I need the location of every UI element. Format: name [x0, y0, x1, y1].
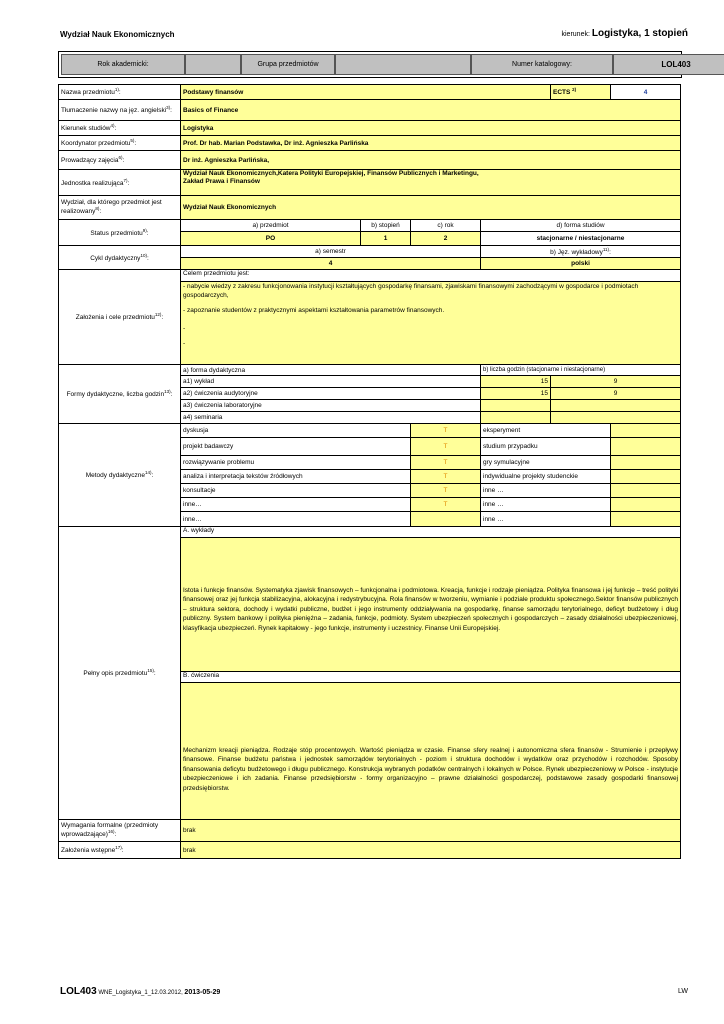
- exercises-title: B. ćwiczenia: [181, 671, 680, 683]
- form-row-nst: 9: [551, 388, 681, 400]
- method-right: eksperyment: [481, 424, 611, 438]
- translation-label: Tłumaczenie nazwy na jęz. angielski$^{3)}$:: [59, 100, 181, 121]
- form-row-name: a1) wykład: [181, 376, 481, 388]
- unit-line-2: Zakład Prawa i Finansów: [183, 178, 260, 185]
- formal-req-label: Wymagania formalne (przedmioty wprowadzające)$^{16)}$:: [59, 820, 181, 842]
- description-cell: [181, 527, 681, 820]
- ects-value: 4: [611, 85, 681, 100]
- status-v-d: stacjonarne / niestacjonarne: [481, 232, 681, 246]
- direction-prefix: kierunek:: [561, 31, 590, 38]
- method-right-flag: [611, 424, 681, 438]
- formal-req-value: brak: [181, 820, 681, 842]
- cycle-h-a: a) semestr: [181, 246, 481, 258]
- status-v-a: PO: [181, 232, 361, 246]
- faculty-header: Wydział Nauk Ekonomicznych: [60, 30, 175, 39]
- forms-h-a: a) forma dydaktyczna: [181, 365, 481, 376]
- method-left-flag: T: [411, 484, 481, 498]
- method-left: rozwiązywanie problemu: [181, 456, 411, 470]
- group-value: [335, 54, 471, 75]
- status-h-b: b) stopień: [361, 220, 411, 232]
- direction-value: Logistyka, 1 stopień: [591, 28, 688, 39]
- method-right: inne …: [481, 484, 611, 498]
- method-left: inne…: [181, 512, 411, 527]
- method-right: studium przypadku: [481, 438, 611, 456]
- coordinator-value: Prof. Dr hab. Marian Podstawka, Dr inż. Agnieszka Parlińska: [181, 136, 681, 151]
- form-row-name: a3) ćwiczenia laboratoryjne: [181, 400, 481, 412]
- unit-line-1: Wydział Nauk Ekonomicznych,Katera Polityki Europejskiej, Finansów Publicznych i Marketingu,: [183, 170, 479, 177]
- form-row-name: a4) seminaria: [181, 412, 481, 424]
- forms-label: Formy dydaktyczne, liczba godzin$^{13)}$:: [59, 365, 181, 424]
- status-h-a: a) przedmiot: [181, 220, 361, 232]
- footer-date: 2013-05-29: [184, 989, 221, 996]
- form-row-name: a2) ćwiczenia audytoryjne: [181, 388, 481, 400]
- course-card-table: [58, 84, 681, 859]
- catalog-label: Numer katalogowy:: [471, 54, 613, 75]
- method-right-flag: [611, 498, 681, 512]
- unit-value: [181, 170, 681, 196]
- method-right-flag: [611, 456, 681, 470]
- catalog-number: LOL403: [613, 54, 724, 75]
- direction-header: [562, 28, 689, 39]
- coordinator-label: Koordynator przedmiotu$^{5)}$:: [59, 136, 181, 151]
- description-label: Pełny opis przedmiotu$^{15)}$:: [59, 527, 181, 820]
- form-row-nst: [551, 400, 681, 412]
- footer-left: [60, 986, 220, 997]
- method-right-flag: [611, 512, 681, 527]
- cycle-label: Cykl dydaktyczny$^{10)}$:: [59, 246, 181, 270]
- initial-req-value: brak: [181, 842, 681, 859]
- goals-intro: Celem przedmiotu jest:: [181, 270, 680, 282]
- faculty-for-label: Wydział, dla którego przedmiot jest realizowany$^{8)}$:: [59, 196, 181, 220]
- method-right-flag: [611, 438, 681, 456]
- form-row-st: 15: [481, 376, 551, 388]
- form-row-st: 15: [481, 388, 551, 400]
- group-label: Grupa przedmiotów: [241, 54, 335, 75]
- status-v-c: 2: [411, 232, 481, 246]
- method-left-flag: T: [411, 438, 481, 456]
- field-label: Kierunek studiów$^{4)}$:: [59, 121, 181, 136]
- status-v-b: 1: [361, 232, 411, 246]
- field-value: Logistyka: [181, 121, 681, 136]
- goal-item-1: - nabycie wiedzy z zakresu funkcjonowania instytucji kształtujących gospodarkę finansami, zjawiskami finansowymi zachodzącymi w gospodarce i podmiotach gospodarczych,: [183, 283, 639, 299]
- lectures-block: [181, 538, 680, 671]
- cycle-v-b: polski: [481, 258, 681, 270]
- academic-year-label: Rok akademicki:: [61, 54, 185, 75]
- method-right: inne …: [481, 512, 611, 527]
- method-left: dyskusja: [181, 424, 411, 438]
- method-right: inne …: [481, 498, 611, 512]
- lectures-title: A. wykłady: [181, 527, 680, 538]
- method-left-flag: T: [411, 424, 481, 438]
- method-left-flag: T: [411, 456, 481, 470]
- goals-list: [181, 282, 680, 364]
- method-right: indywidualne projekty studenckie: [481, 470, 611, 484]
- exercises-text: Mechanizm kreacji pieniądza. Rodzaje stóp procentowych. Wartość pieniądza w czasie. Finanse sfery realnej i autonomiczna sfera finansów - Strumienie i przepływy finansowe. Finanse budżetu państwa i jednostek samorządów terytorialnych - poziom i struktura dochodów i wydatków oraz przychodów i rozchodów. Sposoby finansowania deficytu budżetowego i długu publicznego. Konstrukcja wybranych podatków centralnych i lokalnych w Polsce. Rynek ubezpieczeniowy w Polsce - instytucje ubezpieczeniowe i ich zadania. Finanse przedsiębiorstw - formy organizacyjno – prawne działalności gospodarczej, podstawowe zasady gospodarki finansowej przedsiębiorstw.: [183, 746, 679, 792]
- method-left: konsultacje: [181, 484, 411, 498]
- method-right-flag: [611, 484, 681, 498]
- goal-item-2: - zapoznanie studentów z praktycznymi aspektami kształtowania parametrów finansowych.: [183, 307, 445, 314]
- lecturer-label: Prowadzący zajęcia$^{6)}$:: [59, 151, 181, 170]
- method-left-flag: T: [411, 470, 481, 484]
- method-right-flag: [611, 470, 681, 484]
- translation-value: Basics of Finance: [181, 100, 681, 121]
- method-left-flag: [411, 512, 481, 527]
- footer-initials: LW: [678, 988, 688, 995]
- footer-doc: WNE_Logistyka_1_12.03.2012,: [98, 990, 183, 996]
- status-h-c: c) rok: [411, 220, 481, 232]
- form-row-st: [481, 400, 551, 412]
- methods-label: Metody dydaktyczne$^{14)}$:: [59, 424, 181, 527]
- goal-item-4: -: [183, 340, 186, 347]
- method-left: analiza i interpretacja tekstów źródłowych: [181, 470, 411, 484]
- top-bar: [58, 51, 691, 78]
- ects-label: ECTS $^{2)}$: [551, 85, 611, 100]
- initial-req-label: Założenia wstępne$^{17)}$:: [59, 842, 181, 859]
- cycle-h-b: b) Jęz. wykładowy$^{11)}$:: [481, 246, 681, 258]
- footer-code: LOL403: [60, 986, 97, 997]
- form-row-st: [481, 412, 551, 424]
- cycle-v-a: 4: [181, 258, 481, 270]
- method-right: gry symulacyjne: [481, 456, 611, 470]
- forms-h-b: b) liczba godzin (stacjonarne i niestacjonarne): [481, 365, 681, 376]
- method-left: projekt badawczy: [181, 438, 411, 456]
- unit-label: Jednostka realizująca$^{7)}$:: [59, 170, 181, 196]
- lectures-text: Istota i funkcje finansów. Systematyka zjawisk finansowych – funkcjonalna i podmiotowa. Kreacja, funkcje i rodzaje pieniądza. Polityka finansowa i jej funkcje – treść polityki finansowej oraz jej funkcja stabilizacyjna, alokacyjna i redystrybucyjna. Rola finansów w tworzeniu, wymianie i podziale produktu społecznego.Sektor finansów publicznych – struktura sektora, dochody i wydatki publiczne, budżet i jego instrumenty oddziaływania na gospodarkę, finanse samorządu terytorialnego, deficyt budżetowy i dług publiczny. System bankowy i polityka pieniężna – zadania, funkcje, podmioty. System ubezpieczeń społecznych i gospodarczych – zasady działalności ubezpieczeniowej, klasyfikacja ubezpieczeń. Rynek kapitałowy - jego funkcje, instrumenty i uczestnicy. Finanse Unii Europejskiej.: [183, 586, 679, 632]
- exercises-block: [181, 683, 680, 819]
- form-row-nst: [551, 412, 681, 424]
- form-row-nst: 9: [551, 376, 681, 388]
- goal-item-3: -: [183, 325, 186, 332]
- status-label: Status przedmiotu$^{9)}$:: [59, 220, 181, 246]
- name-label: Nazwa przedmiotu$^{1)}$:: [59, 85, 181, 100]
- goals-cell: [181, 270, 681, 365]
- method-left: inne…: [181, 498, 411, 512]
- method-left-flag: T: [411, 498, 481, 512]
- lecturer-value: Dr inż. Agnieszka Parlińska,: [181, 151, 681, 170]
- status-h-d: d) forma studiów: [481, 220, 681, 232]
- academic-year-value: [185, 54, 241, 75]
- faculty-for-value: Wydział Nauk Ekonomicznych: [181, 196, 681, 220]
- course-name: Podstawy finansów: [181, 85, 551, 100]
- goals-label: Założenia i cele przedmiotu$^{12)}$:: [59, 270, 181, 365]
